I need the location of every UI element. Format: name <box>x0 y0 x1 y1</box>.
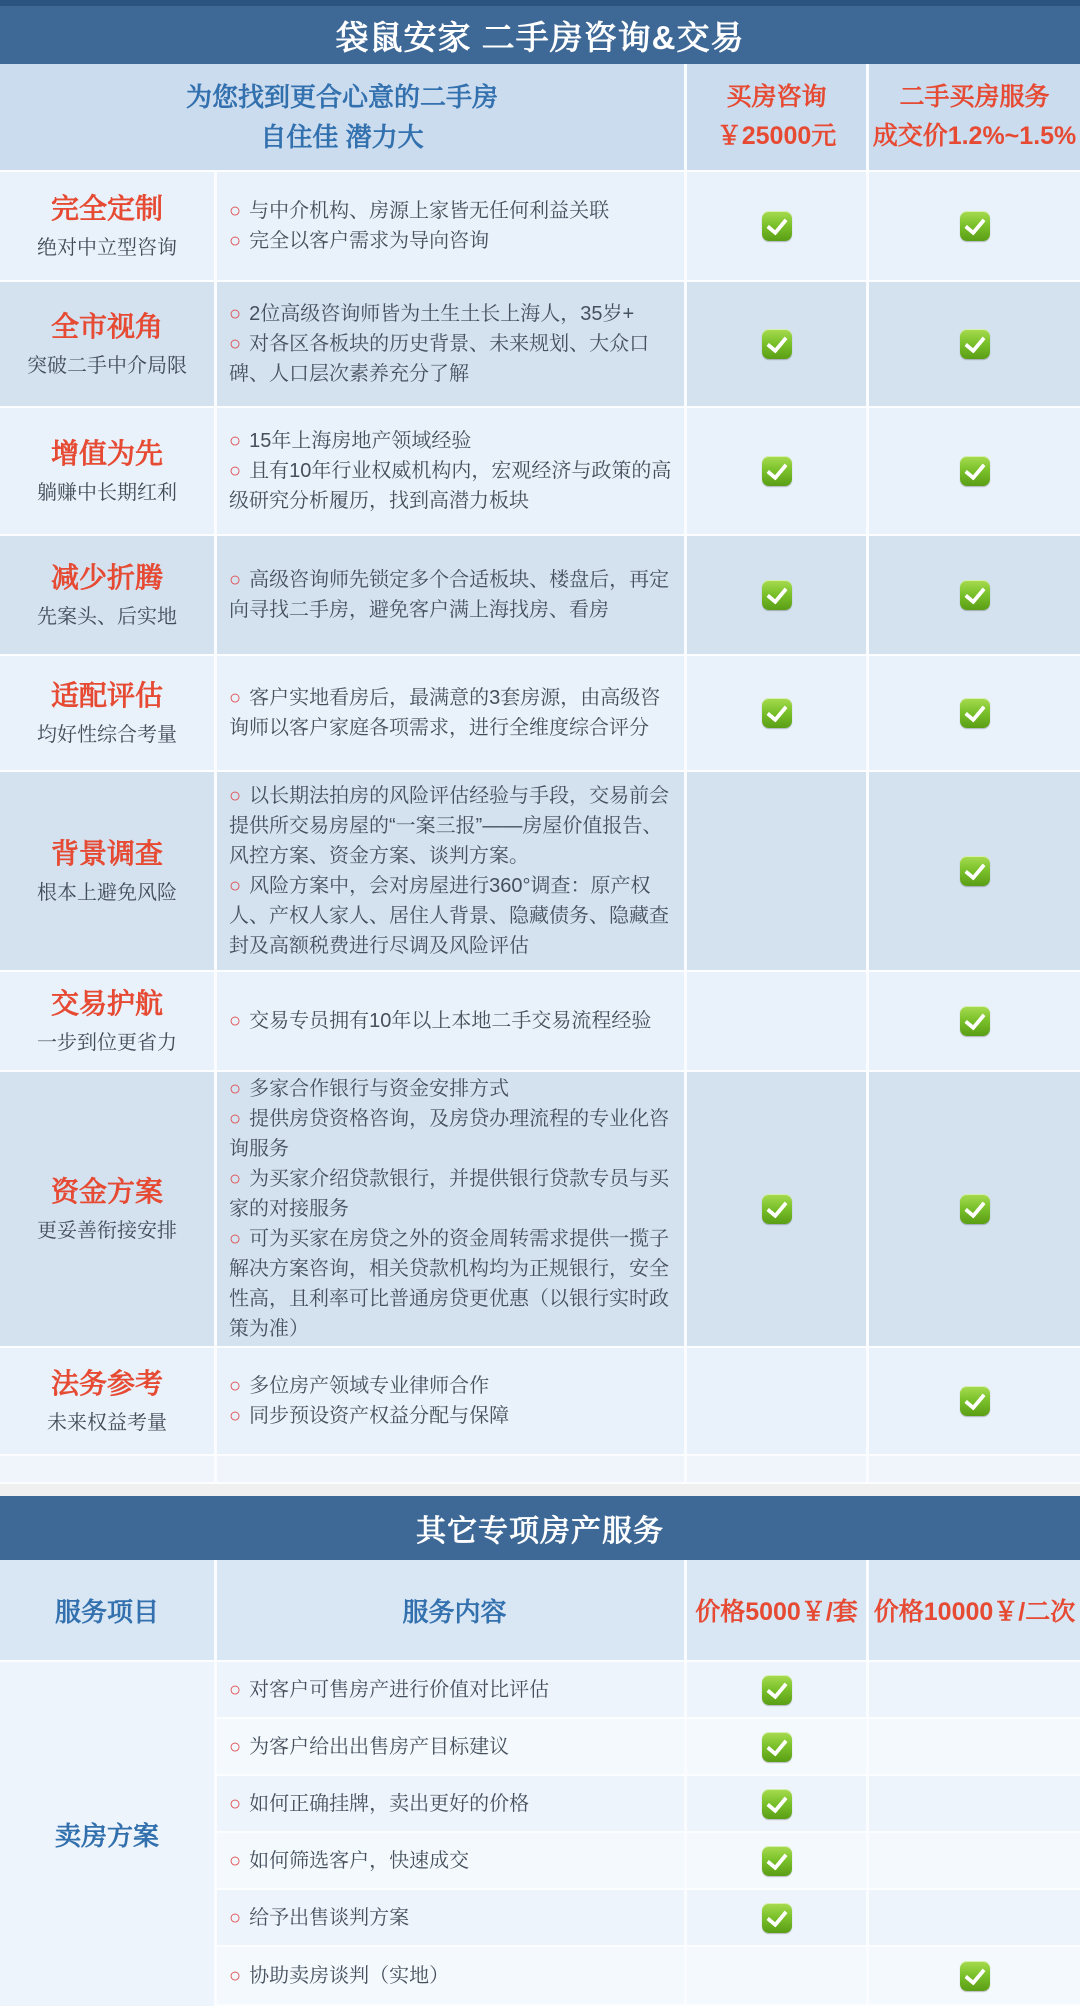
table-row <box>214 1719 1080 1776</box>
table-row <box>0 172 1080 282</box>
service-item-column-header: 服务项目 <box>54 1596 159 1627</box>
circle-bullet-icon: ○ <box>229 1735 242 1758</box>
row-subtitle: 突破二手中介局限 <box>27 355 187 378</box>
bullet-item: ○ 交易专员拥有10年以上本地二手交易流程经验 <box>229 1010 652 1032</box>
circle-bullet-icon: ○ <box>229 875 242 897</box>
checkmark-icon <box>762 456 792 486</box>
checkmark-icon <box>762 211 792 241</box>
checkmark-icon <box>762 1675 792 1705</box>
row-title: 减少折腾 <box>50 561 163 593</box>
section2-title: 其它专项房产服务 <box>416 1515 664 1548</box>
table-row <box>214 1776 1080 1833</box>
checkmark-icon <box>960 580 990 610</box>
table-row <box>0 1072 1080 1348</box>
table-row <box>214 1833 1080 1890</box>
circle-bullet-icon: ○ <box>229 1849 242 1872</box>
checkmark-icon <box>960 329 990 359</box>
bullet-item: ○ 与中介机构、房源上家皆无任何利益关联 <box>229 200 610 222</box>
circle-bullet-icon: ○ <box>229 1078 242 1100</box>
section1-column-header <box>0 64 1080 172</box>
circle-bullet-icon: ○ <box>229 230 242 252</box>
bullet-item: ○ 如何筛选客户，快速成交 <box>229 1849 470 1872</box>
section2-body <box>0 1662 1080 2006</box>
circle-bullet-icon: ○ <box>229 430 242 452</box>
circle-bullet-icon: ○ <box>229 1010 242 1032</box>
price-per-twice-column-header: 价格10000￥/二次 <box>873 1598 1076 1626</box>
circle-bullet-icon: ○ <box>229 569 242 591</box>
checkmark-icon <box>762 1903 792 1933</box>
circle-bullet-icon: ○ <box>229 1168 242 1190</box>
checkmark-icon <box>960 456 990 486</box>
row-title: 法务参考 <box>50 1367 163 1399</box>
bullet-item: ○ 提供房贷资格咨询，及房贷办理流程的专业化咨询服务 <box>229 1108 670 1160</box>
bullet-item: ○ 对各区各板块的历史背景、未来规划、大众口碑、人口层次素养充分了解 <box>229 333 650 385</box>
row-subtitle: 更妥善衔接安排 <box>37 1220 177 1243</box>
section-gap <box>0 1484 1080 1496</box>
empty-row <box>0 1456 1080 1484</box>
table-row <box>0 656 1080 772</box>
circle-bullet-icon: ○ <box>229 1906 242 1929</box>
tagline-line1: 为您找到更合心意的二手房 <box>185 81 498 112</box>
bullet-item: ○ 以长期法拍房的风险评估经验与手段，交易前会提供所交易房屋的“一案三报”——房屋价值报告、风控方案、资金方案、谈判方案。 <box>229 785 670 867</box>
row-title: 资金方案 <box>50 1175 163 1207</box>
row-title: 背景调查 <box>50 837 163 869</box>
table-row <box>0 1348 1080 1456</box>
bullet-item: ○ 为买家介绍贷款银行，并提供银行贷款专员与买家的对接服务 <box>229 1168 670 1220</box>
row-subtitle: 躺赚中长期红利 <box>37 482 177 505</box>
checkmark-icon <box>762 1194 792 1224</box>
checkmark-icon <box>960 698 990 728</box>
bullet-item: ○ 2位高级咨询师皆为土生土长上海人，35岁+ <box>229 303 635 325</box>
row-title: 增值为先 <box>50 437 163 469</box>
circle-bullet-icon: ○ <box>229 785 242 807</box>
bullet-item: ○ 多位房产领域专业律师合作 <box>229 1375 490 1397</box>
circle-bullet-icon: ○ <box>229 1792 242 1815</box>
bullet-item: ○ 给予出售谈判方案 <box>229 1906 410 1929</box>
circle-bullet-icon: ○ <box>229 1964 242 1987</box>
checkmark-icon <box>762 1732 792 1762</box>
checkmark-icon <box>960 1961 990 1991</box>
section2-title-bar <box>0 1496 1080 1560</box>
bullet-item: ○ 如何正确挂牌，卖出更好的价格 <box>229 1792 530 1815</box>
bullet-item: ○ 15年上海房地产领域经验 <box>229 430 472 452</box>
row-title: 全市视角 <box>50 310 163 342</box>
row-subtitle: 未来权益考量 <box>47 1412 167 1435</box>
table-row <box>0 282 1080 408</box>
row-subtitle: 均好性综合考量 <box>37 724 177 747</box>
bullet-item: ○ 且有10年行业权威机构内，宏观经济与政策的高级研究分析履历，找到高潜力板块 <box>229 460 672 512</box>
bullet-item: ○ 对客户可售房产进行价值对比评估 <box>229 1678 550 1701</box>
row-subtitle: 根本上避免风险 <box>37 882 177 905</box>
circle-bullet-icon: ○ <box>229 1228 242 1250</box>
bullet-item: ○ 可为买家在房贷之外的资金周转需求提供一揽子解决方案咨询，相关贷款机构均为正规银行，安全性高，且利率可比普通房贷更优惠（以银行实时政策为准） <box>229 1228 670 1340</box>
table-row <box>0 408 1080 536</box>
checkmark-icon <box>762 698 792 728</box>
row-subtitle: 先案头、后实地 <box>37 606 177 629</box>
row-subtitle: 一步到位更省力 <box>37 1032 177 1055</box>
table-row <box>0 536 1080 656</box>
bullet-item: ○ 高级咨询师先锁定多个合适板块、楼盘后，再定向寻找二手房，避免客户满上海找房、看房 <box>229 569 670 621</box>
circle-bullet-icon: ○ <box>229 1375 242 1397</box>
service-content-column-header: 服务内容 <box>402 1596 507 1627</box>
checkmark-icon <box>960 1006 990 1036</box>
row-title: 交易护航 <box>50 987 163 1019</box>
circle-bullet-icon: ○ <box>229 460 242 482</box>
checkmark-icon <box>762 1789 792 1819</box>
row-group-label: 卖房方案 <box>0 1662 214 2006</box>
row-subtitle: 绝对中立型咨询 <box>37 237 177 260</box>
price-per-set-column-header: 价格5000￥/套 <box>695 1598 858 1626</box>
circle-bullet-icon: ○ <box>229 687 242 709</box>
checkmark-icon <box>960 211 990 241</box>
circle-bullet-icon: ○ <box>229 200 242 222</box>
table-row <box>214 1662 1080 1719</box>
checkmark-icon <box>762 1846 792 1876</box>
buy-service-column-header: 二手买房服务 成交价1.2%~1.5% <box>866 64 1080 170</box>
checkmark-icon <box>762 329 792 359</box>
circle-bullet-icon: ○ <box>229 303 242 325</box>
checkmark-icon <box>762 580 792 610</box>
bullet-item: ○ 同步预设资产权益分配与保障 <box>229 1405 510 1427</box>
circle-bullet-icon: ○ <box>229 1108 242 1130</box>
table-row <box>214 1947 1080 2006</box>
row-title: 完全定制 <box>50 192 163 224</box>
table-row <box>0 772 1080 972</box>
bullet-item: ○ 协助卖房谈判（实地） <box>229 1964 450 1987</box>
bullet-item: ○ 风险方案中，会对房屋进行360°调查：原产权人、产权人家人、居住人背景、隐藏债务、隐藏查封及高额税费进行尽调及风险评估 <box>229 875 669 957</box>
table-row <box>0 972 1080 1072</box>
bullet-item: ○ 完全以客户需求为导向咨询 <box>229 230 490 252</box>
section1-title-bar <box>0 6 1080 64</box>
tagline-line2: 自住佳 潜力大 <box>260 122 424 152</box>
table-row <box>214 1890 1080 1947</box>
row-title: 适配评估 <box>50 679 163 711</box>
bullet-item: ○ 多家合作银行与资金安排方式 <box>229 1078 510 1100</box>
section1-title: 袋鼠安家 二手房咨询&交易 <box>335 18 745 56</box>
tagline-cell <box>0 64 684 170</box>
circle-bullet-icon: ○ <box>229 1405 242 1427</box>
buy-consult-column-header: 买房咨询 ￥25000元 <box>684 64 866 170</box>
section2-column-header <box>0 1560 1080 1662</box>
bullet-item: ○ 为客户给出出售房产目标建议 <box>229 1735 510 1758</box>
circle-bullet-icon: ○ <box>229 1678 242 1701</box>
checkmark-icon <box>960 856 990 886</box>
circle-bullet-icon: ○ <box>229 333 242 355</box>
bullet-item: ○ 客户实地看房后，最满意的3套房源，由高级咨询师以客户家庭各项需求，进行全维度综合评分 <box>229 687 661 739</box>
checkmark-icon <box>960 1386 990 1416</box>
checkmark-icon <box>960 1194 990 1224</box>
